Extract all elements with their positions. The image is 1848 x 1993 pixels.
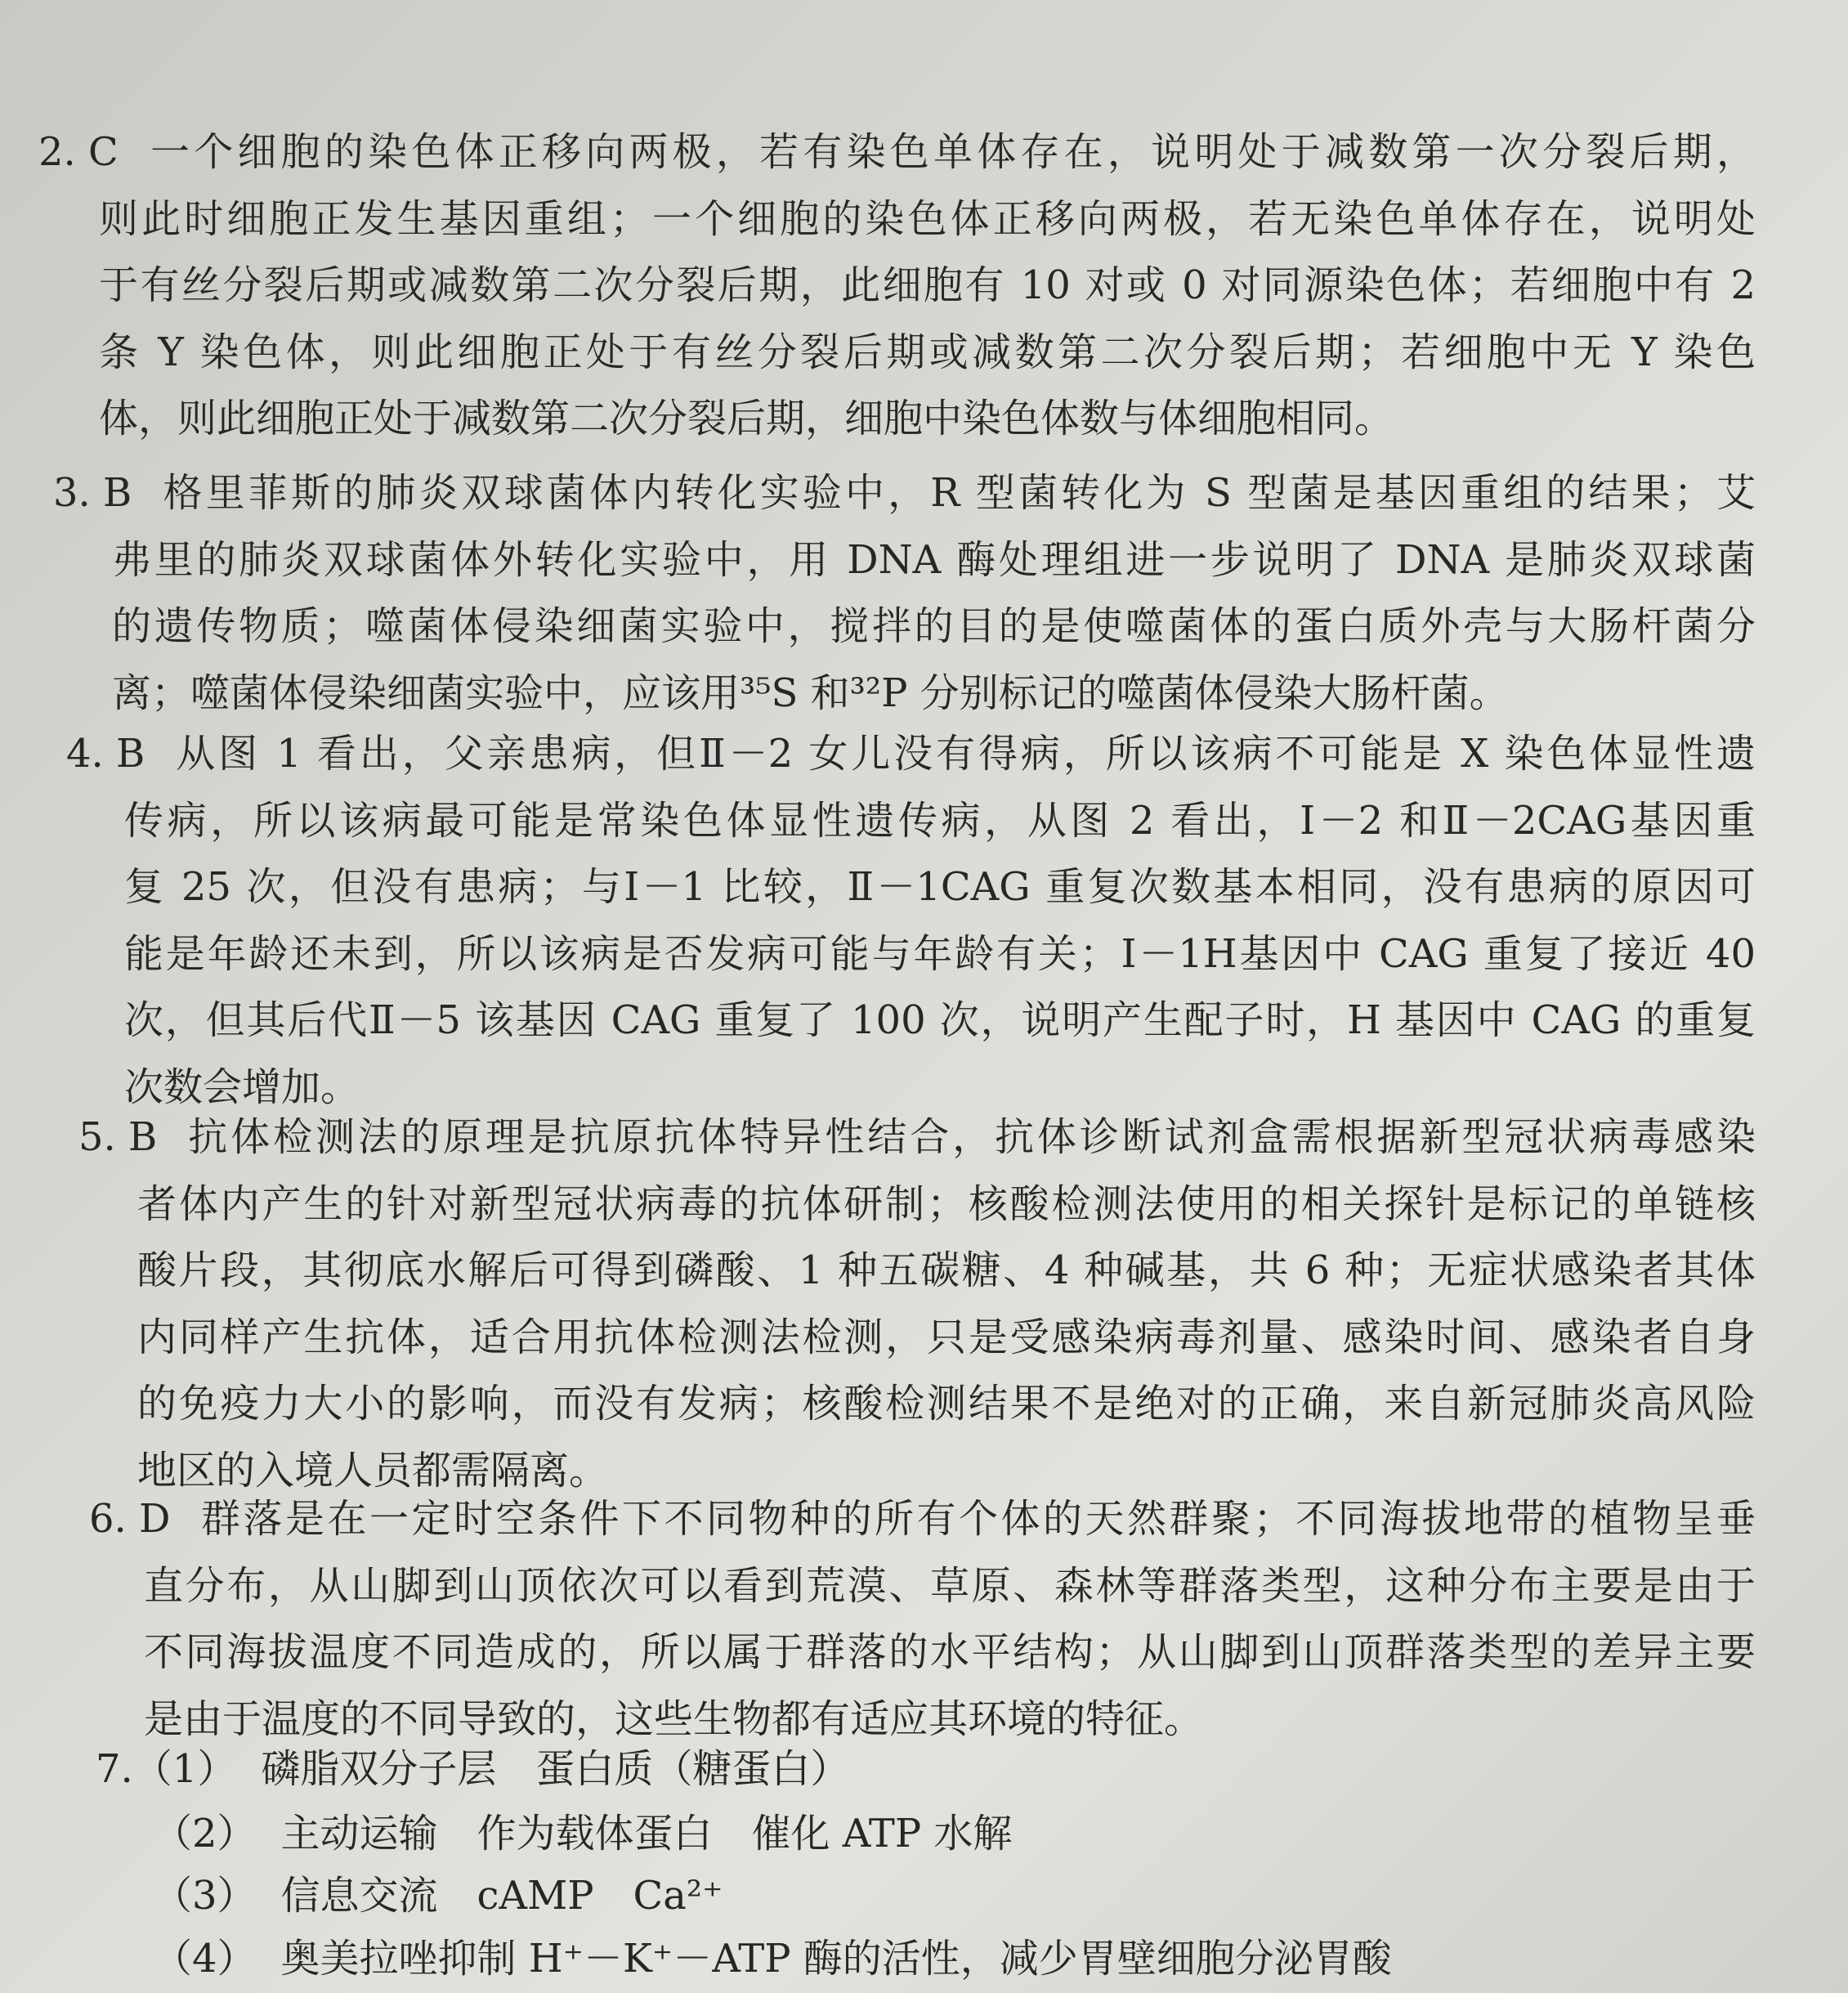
answer-text: 弗里的肺炎双球菌体外转化实验中，用 DNA 酶处理组进一步说明了 DNA 是肺炎双球菌 — [112, 536, 1756, 583]
answer-line — [38, 119, 1756, 185]
answer-text: 能是年龄还未到，所以该病是否发病可能与年龄有关；Ⅰ－1H基因中 CAG 重复了接近 40 — [124, 930, 1756, 977]
answer-subitem — [153, 1863, 723, 1928]
answer-line — [99, 386, 1394, 451]
answer-line — [144, 1553, 1756, 1619]
answer-line — [124, 854, 1756, 920]
answer-text: 则此时细胞正发生基因重组；一个细胞的染色体正移向两极，若无染色单体存在，说明处 — [99, 195, 1756, 242]
subitem-text: 信息交流 cAMP Ca²⁺ — [280, 1873, 723, 1919]
answer-line — [137, 1238, 1756, 1303]
answer-line — [89, 1486, 1756, 1552]
question-label: 4. B — [66, 731, 145, 777]
question-label: 7. — [96, 1746, 133, 1792]
question-label: 3. B — [53, 470, 132, 516]
answer-text: 是由于温度的不同导致的，这些生物都有适应其环境的特征。 — [144, 1695, 1204, 1742]
answer-text: 次，但其后代Ⅱ－5 该基因 CAG 重复了 100 次，说明产生配子时，H 基因中 CAG 的重复 — [124, 997, 1756, 1043]
answer-text: 群落是在一定时空条件下不同物种的所有个体的天然群聚；不同海拔地带的植物呈垂 — [198, 1496, 1756, 1542]
answer-line — [112, 661, 1509, 726]
answer-line — [112, 527, 1756, 593]
question-label: 6. D — [89, 1496, 171, 1542]
subitem-text: 主动运输 作为载体蛋白 催化 ATP 水解 — [280, 1811, 1013, 1856]
answer-subitem — [96, 1736, 849, 1802]
answer-text: 不同海拔温度不同造成的，所以属于群落的水平结构；从山脚到山顶群落类型的差异主要 — [144, 1629, 1756, 1675]
answer-text: 地区的入境人员都需隔离。 — [137, 1447, 609, 1494]
answer-line — [99, 320, 1756, 385]
answer-text: 传病，所以该病最可能是常染色体显性遗传病，从图 2 看出，Ⅰ－2 和Ⅱ－2CAG基因重 — [124, 797, 1756, 844]
subitem-text: 奥美拉唑抑制 H⁺－K⁺－ATP 酶的活性，减少胃壁细胞分泌胃酸 — [280, 1936, 1392, 1982]
answer-text: 格里菲斯的肺炎双球菌体内转化实验中，R 型菌转化为 S 型菌是基因重组的结果；艾 — [159, 470, 1756, 516]
answer-line — [99, 186, 1756, 252]
question-label: 5. B — [78, 1114, 158, 1160]
answer-text: 直分布，从山脚到山顶依次可以看到荒漠、草原、森林等群落类型，这种分布主要是由于 — [144, 1562, 1756, 1609]
answer-text: 一个细胞的染色体正移向两极，若有染色单体存在，说明处于减数第一次分裂后期， — [145, 129, 1756, 175]
answer-text: 的免疫力大小的影响，而没有发病；核酸检测结果不是绝对的正确，来自新冠肺炎高风险 — [137, 1381, 1756, 1426]
answer-text: 内同样产生抗体，适合用抗体检测法检测，只是受感染病毒剂量、感染时间、感染者自身 — [137, 1314, 1756, 1360]
answer-line — [99, 253, 1756, 318]
answer-line — [137, 1371, 1756, 1436]
answer-text: 抗体检测法的原理是抗原抗体特异性结合，抗体诊断试剂盒需根据新型冠状病毒感染 — [185, 1114, 1756, 1160]
answer-line — [124, 988, 1756, 1053]
question-label: 2. C — [38, 129, 119, 175]
answer-text: 条 Y 染色体，则此细胞正处于有丝分裂后期或减数第二次分裂后期；若细胞中无 Y 染色 — [99, 329, 1756, 375]
answer-line — [78, 1104, 1756, 1170]
answer-line — [124, 921, 1756, 987]
answer-text: 从图 1 看出，父亲患病，但Ⅱ－2 女儿没有得病，所以该病不可能是 X 染色体显性遗 — [172, 731, 1756, 777]
answer-line — [137, 1305, 1756, 1370]
answer-line — [144, 1619, 1756, 1685]
subitem-number: （2） — [153, 1811, 257, 1856]
answer-text: 酸片段，其彻底水解后可得到磷酸、1 种五碳糖、4 种碱基，共 6 种；无症状感染者其体 — [137, 1247, 1756, 1293]
answer-text: 离；噬菌体侵染细菌实验中，应该用³⁵S 和³²P 分别标记的噬菌体侵染大肠杆菌。 — [112, 670, 1509, 716]
answer-line — [66, 721, 1756, 786]
answer-text: 于有丝分裂后期或减数第二次分裂后期，此细胞有 10 对或 0 对同源染色体；若细胞中有 2 — [99, 262, 1756, 308]
answer-line — [112, 593, 1756, 659]
subitem-number: （1） — [132, 1746, 237, 1792]
answer-line — [53, 460, 1756, 526]
answer-text: 次数会增加。 — [124, 1064, 360, 1110]
answer-line — [137, 1171, 1756, 1237]
answer-subitem — [153, 1926, 1392, 1991]
answer-text: 的遗传物质；噬菌体侵染细菌实验中，搅拌的目的是使噬菌体的蛋白质外壳与大肠杆菌分 — [112, 603, 1756, 649]
answer-text: 者体内产生的针对新型冠状病毒的抗体研制；核酸检测法使用的相关探针是标记的单链核 — [137, 1180, 1756, 1227]
subitem-number: （3） — [153, 1873, 257, 1919]
subitem-text: 磷脂双分子层 蛋白质（糖蛋白） — [261, 1746, 850, 1792]
subitem-number: （4） — [153, 1936, 257, 1982]
answer-subitem — [153, 1801, 1012, 1866]
answer-text: 体，则此细胞正处于减数第二次分裂后期，细胞中染色体数与体细胞相同。 — [99, 396, 1394, 441]
answer-text: 复 25 次，但没有患病；与Ⅰ－1 比较，Ⅱ－1CAG 重复次数基本相同，没有患病的原因可 — [124, 864, 1756, 910]
answer-line — [124, 788, 1756, 853]
